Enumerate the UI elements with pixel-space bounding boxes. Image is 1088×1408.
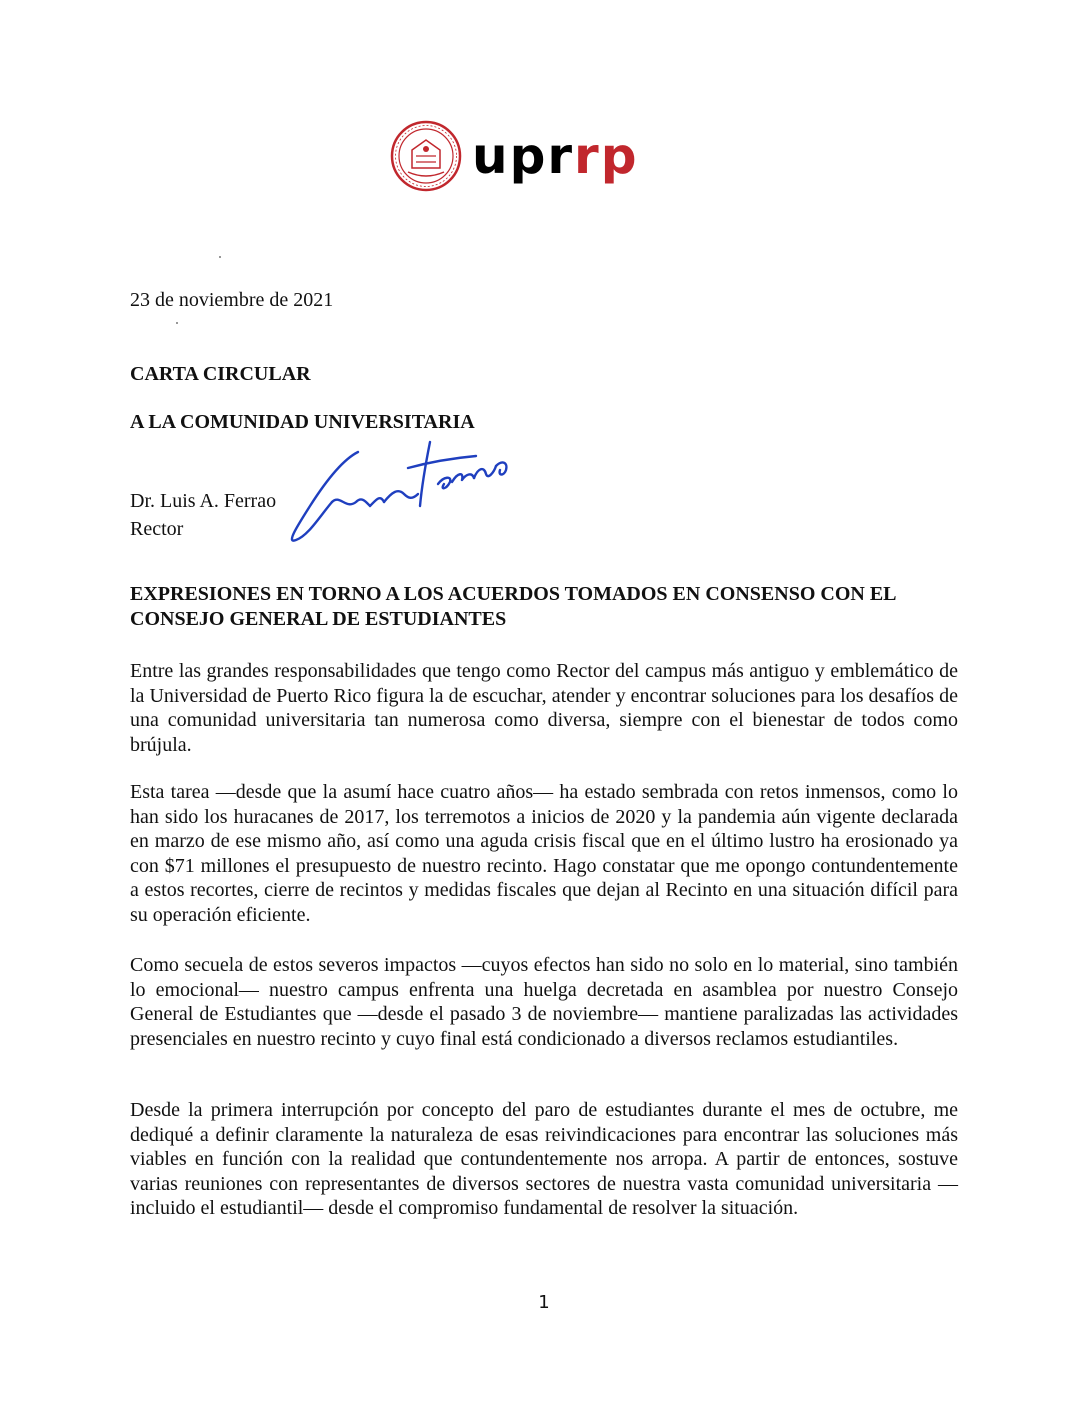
sender-name: Dr. Luis A. Ferrao: [130, 490, 277, 512]
page-number: 1: [538, 1292, 550, 1313]
body-paragraph: Esta tarea —desde que la asumí hace cuatro años— ha estado sembrada con retos inmensos, como lo han sido los huracanes de 2017, los terremotos a inicios de 2020 y la pandemia aún vigente declarada en marzo de ese mismo año, así como una aguda crisis fiscal que en el último lustro ha erosionado ya con $71 millones el presupuesto de nuestro recinto. Hago constatar que me opongo contundentemente a estos recortes, cierre de recintos y medidas fiscales que dejan al Recinto en una situación difícil para su operación eficiente.: [130, 781, 958, 926]
sender-title: Rector: [130, 518, 184, 540]
scan-speck: [176, 322, 178, 324]
university-seal-icon: [390, 120, 462, 192]
uprrp-logo: [390, 120, 639, 192]
handwritten-signature: [280, 432, 520, 550]
logo-wordmark: [472, 127, 639, 185]
logo-wordmark-red: rp: [574, 127, 639, 185]
letter-recipient: A LA COMUNIDAD UNIVERSITARIA: [130, 411, 475, 433]
logo-wordmark-black: upr: [472, 127, 575, 185]
body-paragraph: Como secuela de estos severos impactos —cuyos efectos han sido no solo en lo material, sino también lo emocional— nuestro campus enfrenta una huelga decretada en asamblea por nuestro Consejo General de Estudiantes que —desde el pasado 3 de noviembre— mantiene paralizadas las actividades presenciales en nuestro recinto y cuyo final está condicionado a diversos reclamos estudiantiles.: [130, 954, 958, 1050]
letter-date: 23 de noviembre de 2021: [130, 289, 334, 311]
letter-subject: EXPRESIONES EN TORNO A LOS ACUERDOS TOMADOS EN CONSENSO CON EL CONSEJO GENERAL DE ESTUDIANTES: [130, 583, 896, 630]
body-paragraph: Desde la primera interrupción por concepto del paro de estudiantes durante el mes de octubre, me dediqué a definir claramente la naturaleza de esas reivindicaciones para encontrar las soluciones más viables en función con la realidad que contundentemente nos arropa. A partir de entonces, sostuve varias reuniones con representantes de diversos sectores de nuestra vasta comunidad universitaria —incluido el estudiantil— desde el compromiso fundamental de resolver la situación.: [130, 1099, 958, 1219]
body-paragraph: Entre las grandes responsabilidades que tengo como Rector del campus más antiguo y emblemático de la Universidad de Puerto Rico figura la de escuchar, atender y encontrar soluciones para los desafíos de una comunidad universitaria tan numerosa como diversa, siempre con el bienestar de todos como brújula.: [130, 660, 958, 756]
sender-block: [130, 487, 276, 543]
letter-type: CARTA CIRCULAR: [130, 363, 311, 385]
scan-speck: [219, 256, 221, 258]
